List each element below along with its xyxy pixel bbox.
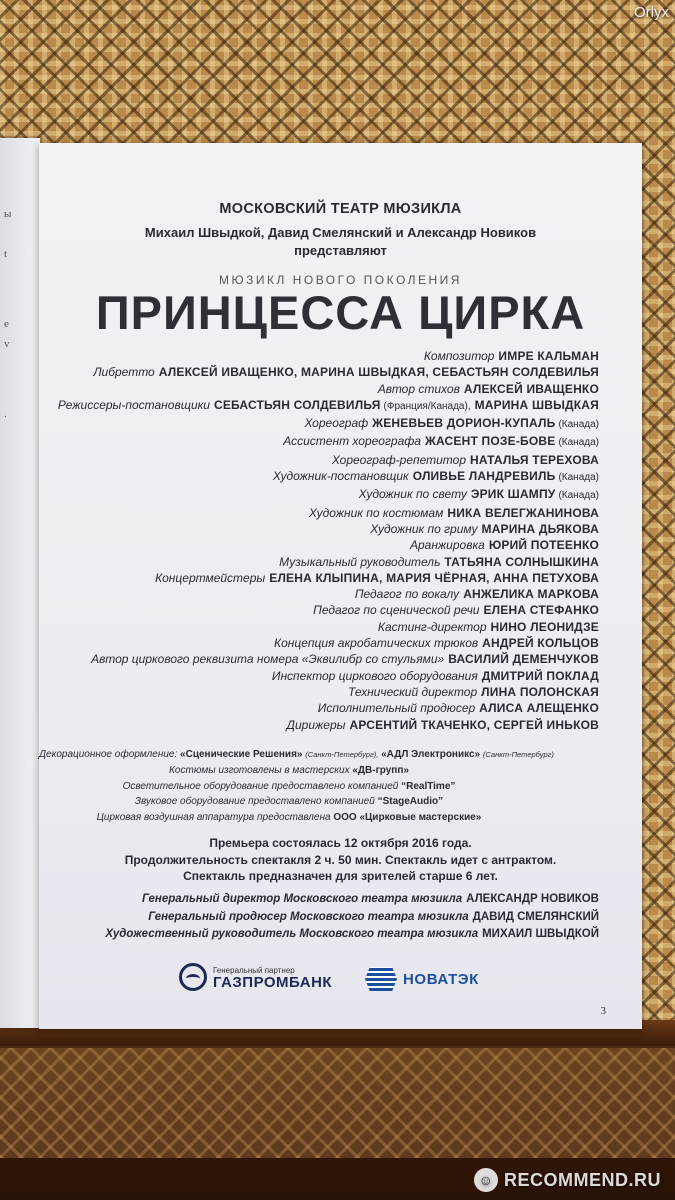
credit-role: Аранжировка [409, 538, 485, 553]
credit-name: ТАТЬЯНА СОЛНЫШКИНА [444, 554, 599, 569]
credit-name: ЖАСЕНТ ПОЗЕ-БОВЕ [424, 434, 556, 449]
credit-note: (Франция/Канада), [383, 400, 471, 412]
gazprombank-name: ГАЗПРОМБАНК [213, 974, 333, 991]
credit-line [39, 452, 599, 468]
credit-line [39, 348, 599, 364]
credit-line [39, 619, 599, 635]
credit-line [39, 554, 599, 570]
credit-role: Педагог по сценической речи [313, 603, 480, 618]
credit-line [39, 486, 599, 504]
page-edge-glyph: t [4, 248, 8, 260]
credit-note: (Канада) [558, 437, 599, 449]
credit-name: НИКА ВЕЛЕГЖАНИНОВА [447, 505, 599, 520]
credit-line [39, 415, 599, 433]
management-line [39, 926, 599, 944]
credit-line [39, 684, 599, 700]
credit-name: АЛЕКСЕЙ ИВАЩЕНКО [463, 381, 599, 396]
age-rating: Спектакль предназначен для зрителей старше 6 лет. [183, 869, 498, 883]
credit-role: Музыкальный руководитель [279, 554, 441, 569]
management-list [39, 891, 599, 944]
aerial-line: Цирковая воздушная аппаратура предоставлена ООО «Цирковые мастерские» [96, 812, 482, 824]
program-page [39, 143, 642, 1029]
credit-name: ЖЕНЕВЬЕВ ДОРИОН-КУПАЛЬ [372, 416, 556, 431]
credit-line [39, 521, 599, 537]
credit-name: ВАСИЛИЙ ДЕМЕНЧУКОВ [448, 652, 599, 667]
lighting-line: Осветительное оборудование предоставлено компанией “RealTime” [122, 780, 456, 792]
credit-role: Композитор [423, 349, 495, 363]
credit-name: ОЛИВЬЕ ЛАНДРЕВИЛЬ [412, 469, 556, 484]
general-partner-label: Генеральный партнер [213, 966, 295, 975]
credit-line [39, 381, 599, 397]
sponsors [39, 963, 642, 1003]
management-line [39, 909, 599, 927]
credit-line [39, 700, 599, 716]
credit-name: ЭРИК ШАМПУ [470, 487, 556, 502]
credit-line [39, 668, 599, 684]
credit-name: АЛИСА АЛЕЩЕНКО [479, 701, 599, 716]
credit-name: ЮРИЙ ПОТЕЕНКО [488, 538, 599, 553]
credit-role: Художник по костюмам [308, 505, 444, 520]
management-role: Генеральный директор Московского театра мюзикла [142, 893, 463, 905]
credit-line [39, 570, 599, 586]
credit-line [39, 505, 599, 521]
credit-role: Кастинг-директор [377, 619, 487, 634]
site-watermark [474, 1168, 661, 1192]
management-name: МИХАИЛ ШВЫДКОЙ [482, 928, 599, 940]
premiere-info [39, 835, 642, 885]
credit-role: Хореограф-репетитор [331, 452, 467, 467]
credit-role: Дирижеры [286, 717, 346, 732]
credit-role: Либретто [93, 365, 155, 380]
page-number: 3 [600, 1005, 606, 1017]
credit-line [39, 602, 599, 618]
credit-name: АРСЕНТИЙ ТКАЧЕНКО, СЕРГЕЙ ИНЬКОВ [349, 717, 599, 732]
author-watermark: Orlyx [634, 4, 669, 21]
credit-role: Режиссеры-постановщики [57, 397, 210, 412]
page-edge-glyph: e [4, 318, 9, 330]
credit-role: Художник по свету [358, 487, 467, 502]
credit-name: АНДРЕЙ КОЛЬЦОВ [482, 636, 599, 651]
credit-name: МАРИНА ДЬЯКОВА [481, 521, 599, 536]
credit-note: (Канада) [558, 472, 599, 484]
technical-credits [39, 747, 554, 826]
credit-role: Автор стихов [377, 381, 460, 396]
management-line [39, 891, 599, 909]
credit-line [39, 586, 599, 602]
credit-role: Художник по гриму [370, 521, 478, 536]
credit-name-extra: МАРИНА ШВЫДКАЯ [474, 397, 599, 412]
recommend-logo-icon: ☺ [474, 1168, 498, 1192]
credit-name: ЕЛЕНА КЛЫПИНА, МАРИЯ ЧЁРНАЯ, АННА ПЕТУХОВА [269, 570, 599, 585]
sound-line: Звуковое оборудование предоставлено компанией “StageAudio” [134, 796, 444, 808]
credit-line [39, 651, 599, 667]
credit-name: АНЖЕЛИКА МАРКОВА [463, 587, 599, 602]
credit-role: Концертмейстеры [155, 570, 266, 585]
novatek-logo [365, 967, 479, 991]
decoration-line: Декорационное оформление: «Сценические Решения» (Санкт-Петербург), «АДЛ Электроникс» (Санкт-Петербург) [39, 749, 554, 760]
gazprombank-emblem-icon [179, 963, 207, 991]
credit-name: ДМИТРИЙ ПОКЛАД [481, 668, 599, 683]
credit-role: Художник-постановщик [272, 469, 409, 484]
page-edge-glyph: v [4, 338, 10, 350]
credit-line [39, 717, 599, 733]
credit-line [39, 537, 599, 553]
novatek-emblem-icon [365, 967, 397, 991]
site-watermark-text: RECOMMEND.RU [504, 1169, 661, 1190]
credit-name: НИНО ЛЕОНИДЗЕ [490, 619, 599, 634]
credit-line [39, 635, 599, 651]
credit-role: Педагог по вокалу [354, 587, 460, 602]
page-edge-glyph: ы [4, 208, 12, 220]
previous-page-edge [0, 138, 40, 1028]
credit-name: АЛЕКСЕЙ ИВАЩЕНКО, МАРИНА ШВЫДКАЯ, СЕБАСТЬЯН СОЛДЕВИЛЬЯ [158, 365, 599, 380]
credit-note: (Канада) [558, 419, 599, 431]
credit-name: ИМРЕ КАЛЬМАН [498, 349, 599, 363]
credit-role: Ассистент хореографа [283, 434, 421, 449]
credit-line [39, 364, 599, 380]
credit-line [39, 468, 599, 486]
duration: Продолжительность спектакля 2 ч. 50 мин. Спектакль идет с антрактом. [124, 852, 557, 867]
credit-role: Концепция акробатических трюков [274, 636, 479, 651]
show-title: ПРИНЦЕССА ЦИРКА [95, 286, 586, 339]
costumes-line: Костюмы изготовлены в мастерских «ДВ-групп» [169, 764, 409, 776]
show-subtitle: МЮЗИКЛ НОВОГО ПОКОЛЕНИЯ [219, 273, 462, 287]
credit-line [39, 397, 599, 415]
management-name: ДАВИД СМЕЛЯНСКИЙ [472, 910, 599, 923]
credit-line [39, 433, 599, 451]
credits-list [39, 348, 599, 733]
credit-role: Технический директор [348, 684, 478, 699]
credit-role: Исполнительный продюсер [317, 701, 476, 716]
page-edge-glyph: . [4, 408, 7, 420]
novatek-name: НОВАТЭК [403, 970, 479, 988]
theatre-name: МОСКОВСКИЙ ТЕАТР МЮЗИКЛА [219, 201, 462, 217]
credit-role: Инспектор циркового оборудования [271, 668, 478, 683]
management-role: Генеральный продюсер Московского театра мюзикла [148, 910, 469, 923]
credit-name: ЛИНА ПОЛОНСКАЯ [481, 684, 599, 699]
premiere-date: Премьера состоялась 12 октября 2016 года. [209, 836, 472, 850]
management-name: АЛЕКСАНДР НОВИКОВ [466, 893, 599, 905]
credit-name: СЕБАСТЬЯН СОЛДЕВИЛЬЯ [213, 397, 381, 412]
credit-name: НАТАЛЬЯ ТЕРЕХОВА [470, 452, 599, 467]
credit-note: (Канада) [558, 490, 599, 502]
credit-role: Хореограф [304, 416, 369, 431]
credit-role: Автор циркового реквизита номера «Эквилибр со стульями» [91, 652, 445, 667]
presents-line: представляют [294, 243, 387, 258]
gazprombank-logo [179, 963, 332, 991]
presenters: Михаил Швыдкой, Давид Смелянский и Александр Новиков [144, 225, 537, 240]
management-role: Художественный руководитель Московского театра мюзикла [105, 928, 479, 940]
credit-name: ЕЛЕНА СТЕФАНКО [483, 603, 599, 618]
